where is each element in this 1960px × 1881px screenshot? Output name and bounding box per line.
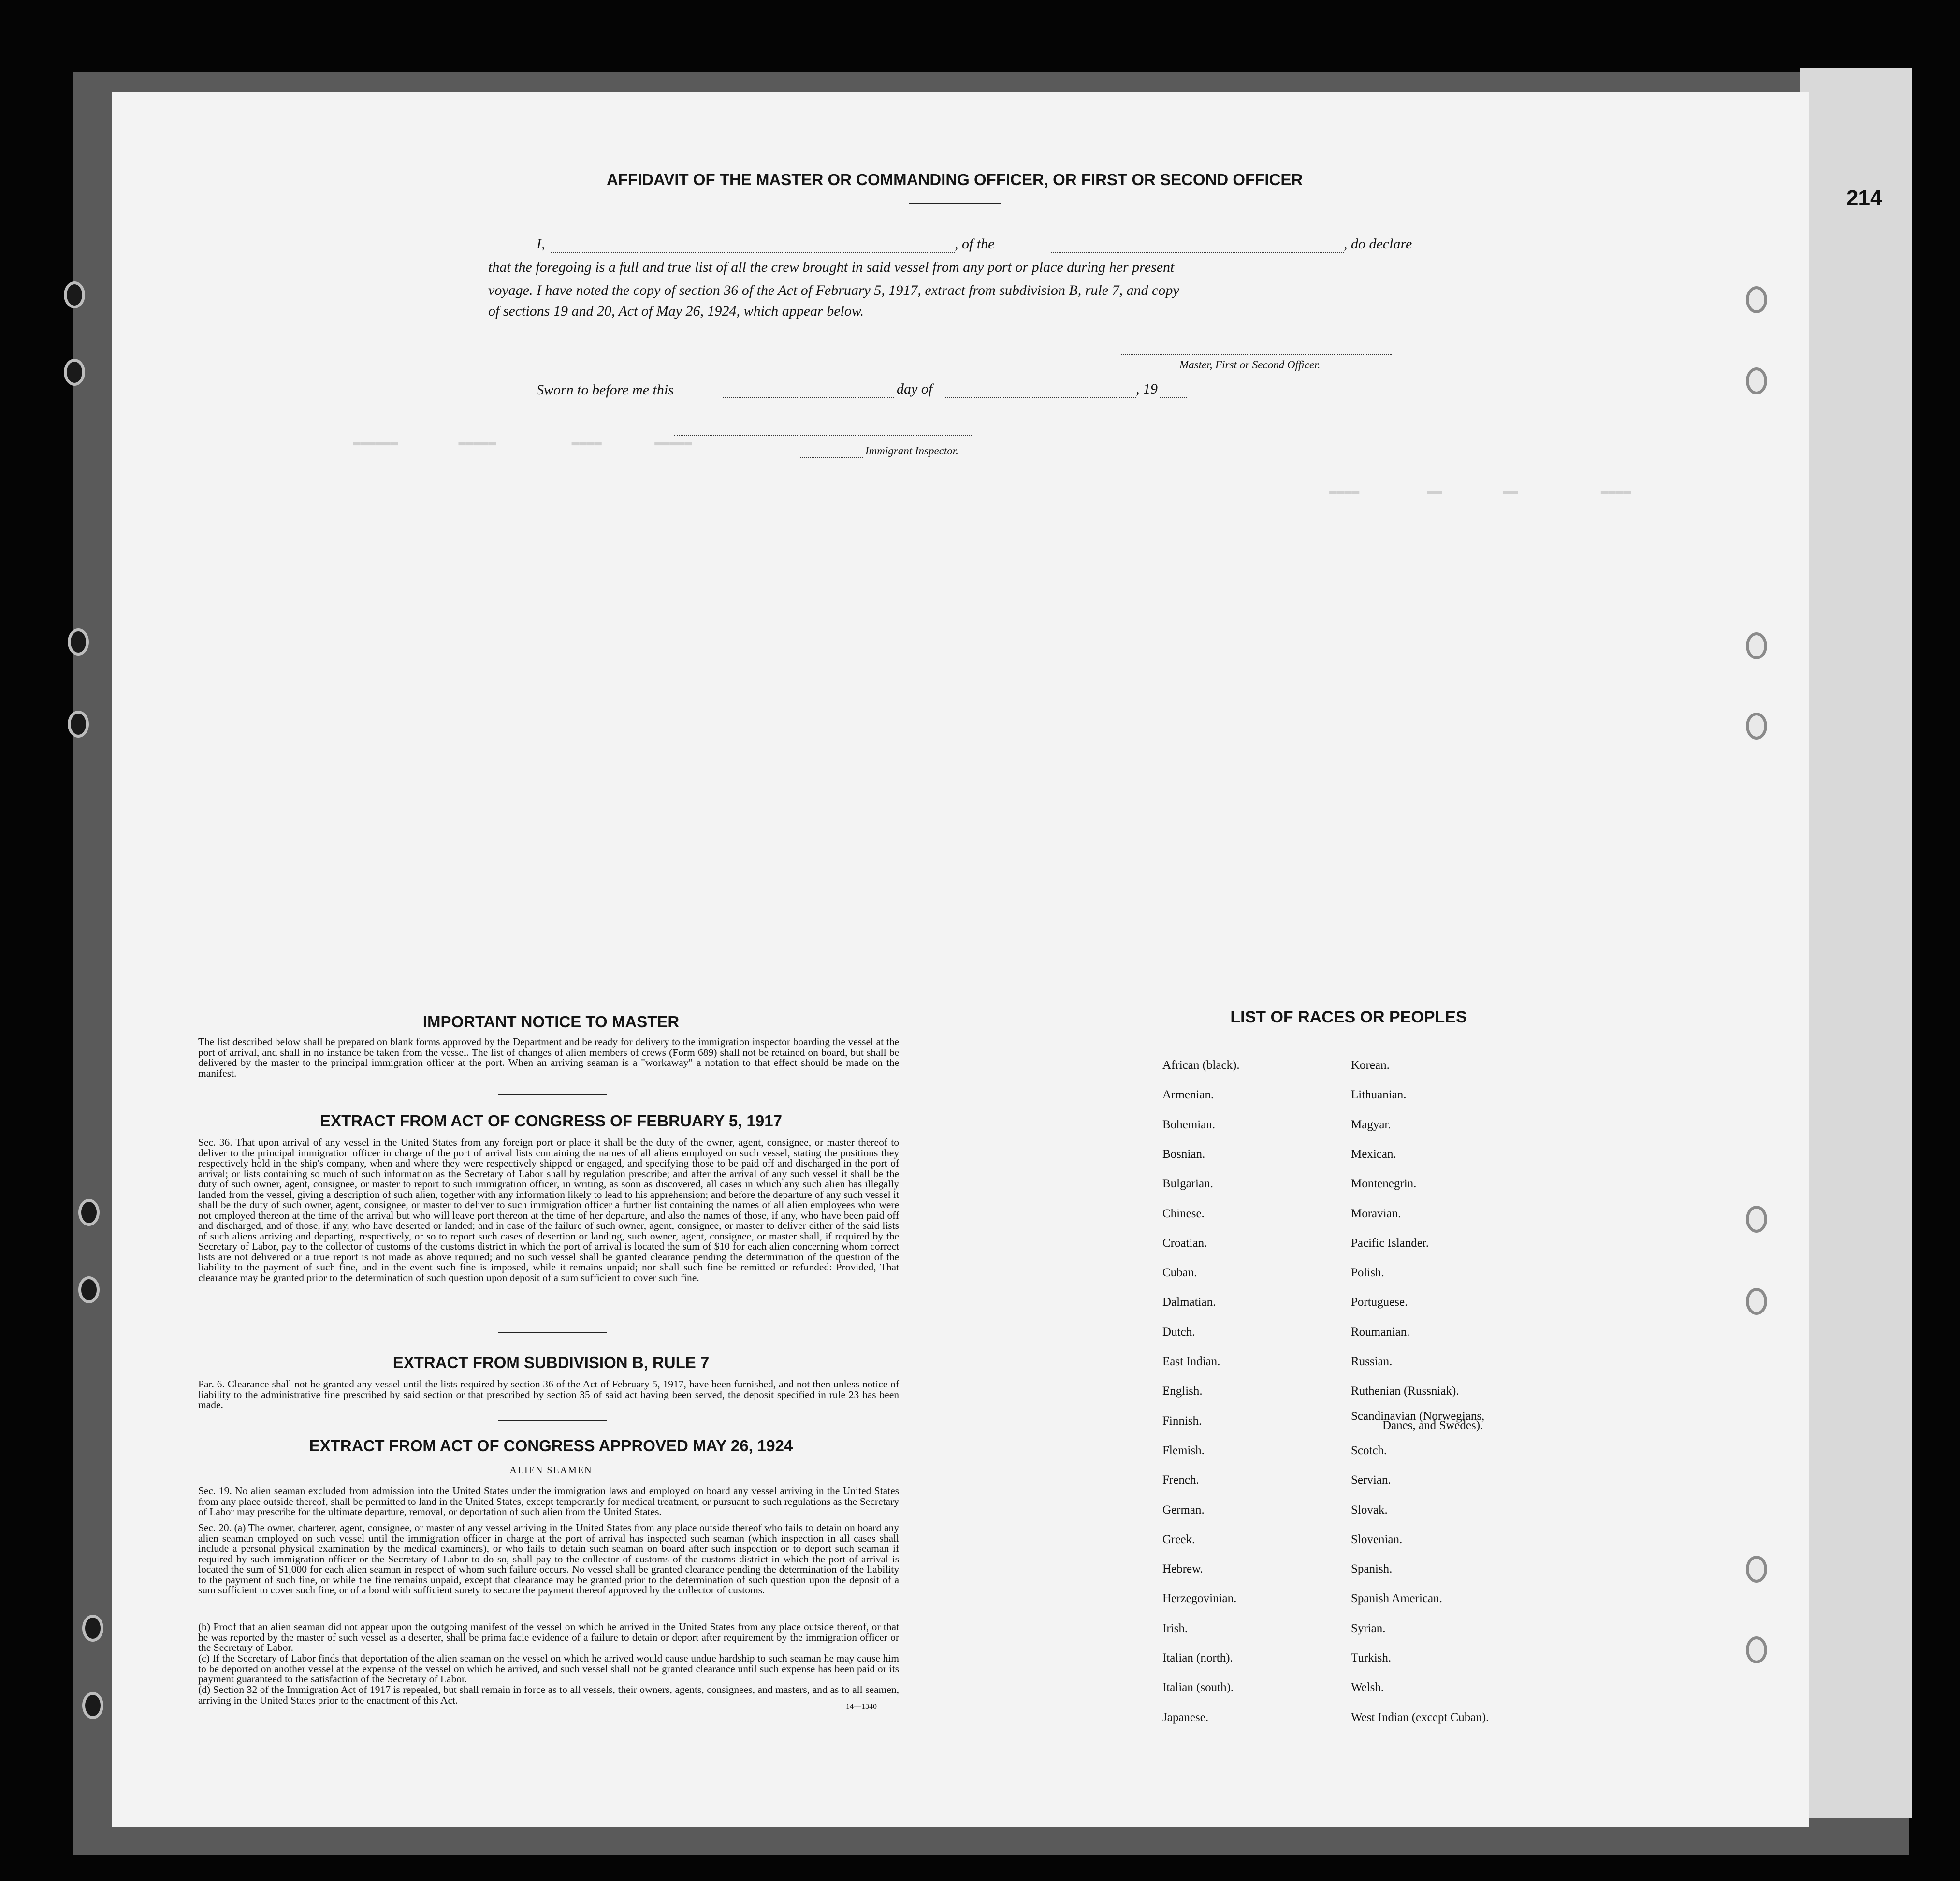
binder-hole — [1746, 1288, 1767, 1315]
race-item: Chinese. — [1162, 1207, 1205, 1220]
race-item: Dalmatian. — [1162, 1296, 1216, 1309]
sworn-year-line — [1160, 397, 1187, 398]
race-item: Pacific Islander. — [1351, 1236, 1429, 1250]
affidavit-of-the: , of the — [955, 236, 995, 252]
binder-hole — [78, 1276, 100, 1303]
race-item: Syrian. — [1351, 1621, 1386, 1635]
inspector-signature-line — [674, 435, 972, 436]
affidavit-title: AFFIDAVIT OF THE MASTER OR COMMANDING OFFICER, OR FIRST OR SECOND OFFICER — [606, 171, 1303, 189]
race-item: Montenegrin. — [1351, 1177, 1417, 1191]
binder-hole — [1746, 286, 1767, 313]
affidavit-line-4: of sections 19 and 20, Act of May 26, 1924, which appear below. — [488, 303, 864, 319]
race-item: Slovenian. — [1351, 1532, 1403, 1546]
race-item: French. — [1162, 1473, 1199, 1487]
race-item: Italian (south). — [1162, 1681, 1234, 1694]
race-item: Roumanian. — [1351, 1325, 1410, 1339]
section-rule — [498, 1094, 607, 1095]
race-item: Bohemian. — [1162, 1118, 1216, 1131]
form-number: 14—1340 — [846, 1703, 877, 1711]
extract-rule7-text: Par. 6. Clearance shall not be granted any vessel until the lists required by section 36 of the Act of February 5, 1917, have been furnished, and not then unless notice of liability to the administrative fine prescribed by said section or that prescribed by section 35 of said act having been served, the deposit specified in rule 23 has been made. — [198, 1378, 899, 1411]
race-item: Hebrew. — [1162, 1562, 1203, 1576]
binder-hole — [68, 628, 89, 656]
back-sheet — [1800, 68, 1912, 1818]
race-item: Italian (north). — [1162, 1651, 1233, 1664]
race-item: Korean. — [1351, 1059, 1390, 1072]
section-rule — [498, 1332, 607, 1333]
affidavit-line-2: that the foregoing is a full and true list of all the crew brought in said vessel from any port or place during her present — [488, 259, 1175, 275]
inspector-signature-label: Immigrant Inspector. — [865, 445, 958, 457]
affidavit-i: I, — [537, 236, 545, 252]
race-item: Ruthenian (Russniak). — [1351, 1385, 1459, 1398]
race-item: Scandinavian (Norwegians, — [1351, 1409, 1485, 1423]
race-item: German. — [1162, 1503, 1205, 1516]
binder-hole — [1746, 1636, 1767, 1663]
race-item: Welsh. — [1351, 1681, 1384, 1694]
extract-1924-title: EXTRACT FROM ACT OF CONGRESS APPROVED MAY 26, 1924 — [309, 1437, 793, 1455]
extract-1917-title: EXTRACT FROM ACT OF CONGRESS OF FEBRUARY 5, 1917 — [320, 1112, 782, 1130]
binder-hole — [78, 1199, 100, 1226]
binder-hole — [1746, 1206, 1767, 1233]
race-item: Dutch. — [1162, 1325, 1195, 1339]
section-rule — [498, 1420, 607, 1421]
race-item: Spanish. — [1351, 1562, 1393, 1576]
sworn-day-line — [723, 397, 894, 398]
notice-title: IMPORTANT NOTICE TO MASTER — [422, 1013, 680, 1031]
alien-seamen-subtitle: ALIEN SEAMEN — [509, 1465, 593, 1475]
race-item: Greek. — [1162, 1532, 1195, 1546]
race-item: African (black). — [1162, 1059, 1240, 1072]
race-item: Flemish. — [1162, 1444, 1205, 1457]
race-item: Russian. — [1351, 1355, 1393, 1368]
master-signature-line — [1121, 354, 1392, 355]
race-item: Armenian. — [1162, 1088, 1214, 1102]
sec19-text: Sec. 19. No alien seaman excluded from admission into the United States under the immigration laws and employed on board any vessel arriving in the United States from any place outside thereof, shall be permitted to land in the United States, except temporarily for medical treatment, or pursuant to such regulations as the Secretary of Labor may prescribe for the ultimate departure, removal, or deportation of such alien from the United States. — [198, 1485, 899, 1517]
affidavit-line-3: voyage. I have noted the copy of section 36 of the Act of February 5, 1917, extract from subdivision B, rule 7, and copy — [488, 282, 1179, 298]
binder-hole — [82, 1615, 103, 1642]
sworn-day-of: day of — [897, 381, 933, 397]
race-item: Polish. — [1351, 1266, 1384, 1280]
race-item: Irish. — [1162, 1621, 1188, 1635]
race-item: Turkish. — [1351, 1651, 1392, 1664]
race-item: Magyar. — [1351, 1118, 1391, 1131]
races-title: LIST OF RACES OR PEOPLES — [1230, 1008, 1467, 1026]
race-item: East Indian. — [1162, 1355, 1220, 1368]
race-item: English. — [1162, 1385, 1203, 1398]
sec20b-text: (b) Proof that an alien seaman did not appear upon the outgoing manifest of the vessel on which he arrived in the United States from any place outside thereof, or that he was reported by the master of such vessel as a deserter, shall be prima facie evidence of a failure to detain or deport after requirement by the immigration officer or the Secretary of Labor. — [198, 1621, 899, 1653]
page-number: 214 — [1846, 186, 1882, 210]
race-item: Japanese. — [1162, 1710, 1209, 1724]
race-item: Herzegovinian. — [1162, 1592, 1237, 1605]
bleed-through-text: ▬▬▬▬▬▬ ▬▬▬▬▬ ▬▬▬▬ ▬▬▬▬▬ — [353, 435, 693, 450]
sworn-label: Sworn to before me this — [537, 382, 674, 398]
race-item: Spanish American. — [1351, 1592, 1442, 1605]
binder-hole — [64, 359, 85, 386]
race-item: Servian. — [1351, 1473, 1391, 1487]
extract-1917-text: Sec. 36. That upon arrival of any vessel in the United States from any foreign port or place it shall be the duty of the owner, agent, consignee, or master thereof to deliver to the principal immigration officer in charge of the port of arrival lists containing the names of all aliens employed on such vessel, stating the positions they respectively hold in the ship's company, when and where they were respectively shipped or engaged, and specifying those to be paid off and discharged in the port of arrival; or lists containing so much of such information as the Secretary of Labor shall by regulation prescribe; and after the arrival of any such vessel it shall be the duty of such owner, agent, consignee, or master to report to such immigration officer, in writing, as soon as discovered, all cases in which any such alien has illegally landed from the vessel, giving a description of such alien, together with any information likely to lead to his apprehension; and before the departure of any such vessel it shall be the duty of such owner, agent, consignee, or master to deliver to such immigration officer a further list containing the names of all alien employees who were not employed thereon at the time of the arrival but who will leave port thereon at the time of her departure, and also the names of those, if any, who have been paid off and discharged, and of those, if any, who have deserted or landed; and in case of the failure of such owner, agent, consignee, or master to deliver either of the said lists of such aliens arriving and departing, respectively, or so to report such cases of desertion or landing, such owner, agent, consignee, or master shall, if required by the Secretary of Labor, pay to the collector of customs of the customs district in which the port of arrival is located the sum of $10 for each alien concerning whom correct lists are not delivered or a true report is not made as above required; and no such vessel shall be granted clearance pending the determination of the question of the liability to the payment of such fine, and in the event such fine is imposed, while it remains unpaid; nor shall such fine be remitted or refunded: Provided, That clearance may be granted prior to the determination of such question upon deposit of a sum sufficient to cover such fine. — [198, 1137, 899, 1283]
race-item: Scotch. — [1351, 1444, 1387, 1457]
binder-hole — [64, 281, 85, 308]
notice-text: The list described below shall be prepared on blank forms approved by the Department and be ready for delivery to the immigration inspector boarding the vessel at the port of arrival, and shall in no instance be taken from the vessel. The list of changes of alien members of crews (Form 689) shall not be retained on board, but shall be delivered by the master to the principal immigration officer at the port. When an arriving seaman is a "workaway" a notation to that effect should be made on the manifest. — [198, 1036, 899, 1079]
sworn-month-line — [945, 397, 1136, 398]
race-item: Cuban. — [1162, 1266, 1197, 1280]
race-item: Portuguese. — [1351, 1296, 1408, 1309]
binder-hole — [68, 711, 89, 738]
bleed-through-text: ▬▬▬▬ ▬▬ ▬▬ ▬▬▬▬ — [1329, 483, 1631, 498]
binder-hole — [82, 1692, 103, 1719]
race-item: West Indian (except Cuban). — [1351, 1710, 1489, 1724]
sec20a-text: Sec. 20. (a) The owner, charterer, agent, consignee, or master of any vessel arriving in the United States from any place outside thereof who fails to detain on board any alien seaman employed on such vessel until the immigration officer in charge at the port of arrival has inspected such seaman (which inspection in all cases shall include a personal physical examination by the medical examiners), or who fails to detain such seaman on board after such inspection or to deport such seaman if required by such immigration officer or the Secretary of Labor to do so, shall pay to the collector of customs of the customs district in which the port of arrival is located the sum of $1,000 for each alien seaman in respect of whom such failure occurs. No vessel shall be granted clearance pending the determination of the liability to the payment of such fine, or while the fine remains unpaid, except that clearance may be granted prior to the determination of such question upon the deposit of a sum sufficient to cover such fine, or of a bond with sufficient surety to secure the payment thereof approved by the collector of customs. — [198, 1522, 899, 1596]
race-item: Croatian. — [1162, 1236, 1207, 1250]
binder-hole — [1746, 713, 1767, 740]
extract-rule7-title: EXTRACT FROM SUBDIVISION B, RULE 7 — [392, 1354, 710, 1371]
race-item: Moravian. — [1351, 1207, 1401, 1220]
race-item: Bulgarian. — [1162, 1177, 1213, 1191]
binder-hole — [1746, 1556, 1767, 1583]
title-rule — [909, 203, 1001, 204]
race-item: Finnish. — [1162, 1414, 1202, 1428]
affidavit-do-declare: , do declare — [1344, 236, 1412, 252]
race-item: Slovak. — [1351, 1503, 1388, 1516]
race-item: Mexican. — [1351, 1147, 1396, 1161]
vessel-line — [1051, 252, 1344, 253]
race-item: Bosnian. — [1162, 1147, 1205, 1161]
race-item: Lithuanian. — [1351, 1088, 1407, 1102]
sec20d-text: (d) Section 32 of the Immigration Act of 1917 is repealed, but shall remain in force as to all vessels, their owners, agents, consignees, and masters, and as to all seamen, arriving in the United States prior to the enactment of this Act. — [198, 1684, 899, 1706]
sec20c-text: (c) If the Secretary of Labor finds that deportation of the alien seaman on the vessel on which he arrived would cause undue hardship to such seaman he may cause him to be deported on another vessel at the expense of the vessel on which he arrived, and such vessel shall not be granted clearance until such expense has been paid or its payment guaranteed to the satisfaction of the Secretary of Labor. — [198, 1652, 899, 1685]
name-line — [551, 252, 955, 253]
master-signature-label: Master, First or Second Officer. — [1179, 359, 1321, 371]
race-item-continuation: Danes, and Swedes). — [1382, 1419, 1483, 1432]
inspector-short-line — [800, 457, 863, 458]
sworn-year: , 19 — [1136, 381, 1158, 397]
binder-hole — [1746, 632, 1767, 659]
binder-hole — [1746, 367, 1767, 394]
